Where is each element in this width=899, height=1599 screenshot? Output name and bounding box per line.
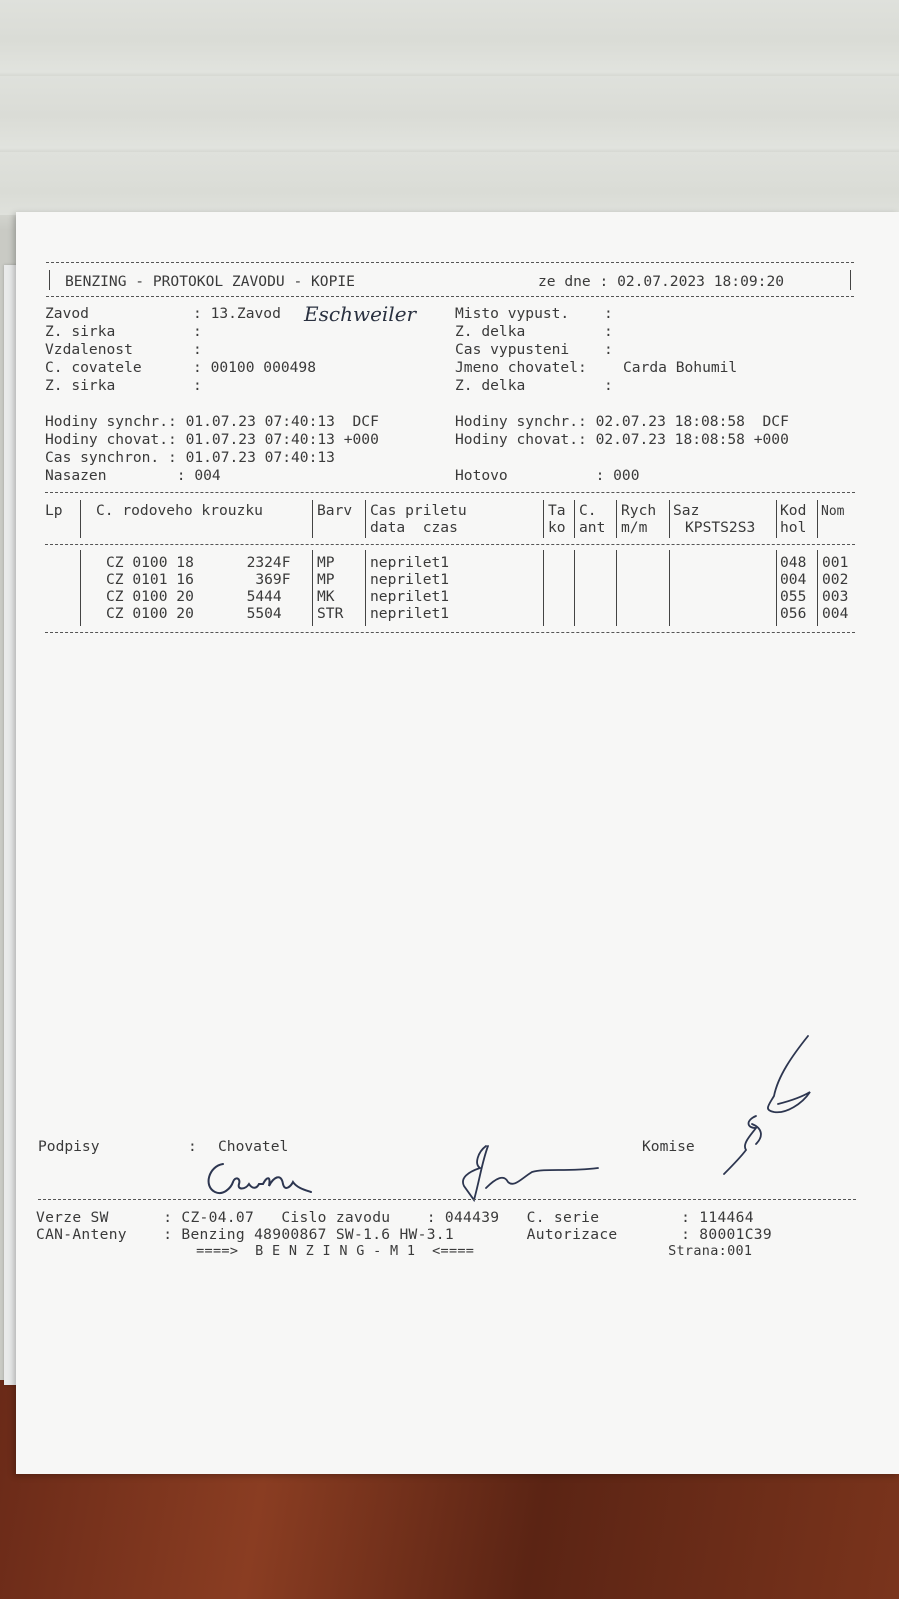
col-sep [80, 500, 81, 538]
col-sep [312, 550, 313, 626]
col-sep [365, 550, 366, 626]
footer-line-2: CAN-Anteny : Benzing 48900867 SW-1.6 HW-3.1 Autorizace : 80001C39 [36, 1226, 772, 1243]
table-cell-nom: 001 [822, 554, 849, 571]
handwritten-place-name: Eschweiler [304, 302, 417, 326]
table-cell-nom: 003 [822, 588, 849, 605]
col-header-ta: Ta [548, 502, 566, 519]
header-left-bar [49, 270, 50, 290]
col-sep [574, 550, 575, 626]
col-header-color: Barv [317, 502, 353, 519]
info-label: Vzdalenost [45, 341, 133, 358]
table-cell-arrival: neprilet1 [370, 588, 450, 605]
col-sep [616, 500, 617, 538]
col-header-ring: C. rodoveho krouzku [96, 502, 263, 519]
footer-line-3: ====> B E N Z I N G - M 1 <==== Strana:001 [36, 1243, 753, 1259]
col-sep [312, 500, 313, 538]
table-cell-code: 056 [780, 605, 807, 622]
table-cell-ring: CZ 0100 20 5444 [106, 588, 282, 605]
footer-rule [38, 1199, 856, 1200]
signatures-label: Podpisy [38, 1138, 100, 1155]
committee-signature-2 [716, 1032, 826, 1182]
col-sep [669, 500, 670, 538]
info-label: Cas vypusteni [455, 341, 570, 358]
info-label: Z. delka [455, 323, 526, 340]
info-value: : [193, 341, 202, 358]
col-header-ta-sub: ko [548, 519, 566, 536]
info-label: Z. delka [455, 377, 526, 394]
col-sep [817, 550, 818, 626]
info-value: : [193, 323, 202, 340]
col-sep [574, 500, 575, 538]
table-header-rule [45, 544, 855, 545]
protocol-title: BENZING - PROTOKOL ZAVODU - KOPIE [65, 273, 355, 290]
col-header-code: Kod [780, 502, 807, 519]
col-sep [669, 550, 670, 626]
col-header-c-sub: ant [579, 519, 606, 536]
info-value: : [193, 377, 202, 394]
table-cell-arrival: neprilet1 [370, 554, 450, 571]
wooden-board-background [0, 0, 899, 215]
sync-row: Cas synchron. : 01.07.23 07:40:13 [45, 449, 335, 466]
table-cell-arrival: neprilet1 [370, 605, 450, 622]
col-header-speed-sub: m/m [621, 519, 648, 536]
committee-label: Komise [642, 1138, 695, 1155]
protocol-date: ze dne : 02.07.2023 18:09:20 [538, 273, 785, 290]
info-label: Misto vypust. [455, 305, 570, 322]
table-cell-code: 055 [780, 588, 807, 605]
info-value: : [604, 341, 613, 358]
info-value: Carda Bohumil [623, 359, 738, 376]
table-cell-nom: 004 [822, 605, 849, 622]
breeder-signature [201, 1156, 321, 1198]
col-header-speed: Rych [621, 502, 657, 519]
table-cell-code: 004 [780, 571, 807, 588]
sync-row: Hodiny synchr.: 02.07.23 18:08:58 DCF [455, 413, 789, 430]
table-cell-code: 048 [780, 554, 807, 571]
table-top-rule [45, 492, 855, 493]
info-label: Z. sirka [45, 323, 116, 340]
table-cell-color: MP [317, 554, 335, 571]
col-header-lp: Lp [45, 502, 63, 519]
col-header-bet: Saz [673, 502, 700, 519]
protocol-sheet [16, 212, 899, 1474]
table-cell-ring: CZ 0100 20 5504 [106, 605, 282, 622]
sync-row: Hodiny synchr.: 01.07.23 07:40:13 DCF [45, 413, 379, 430]
col-sep [365, 500, 366, 538]
signatures-colon: : [188, 1138, 197, 1155]
table-bottom-rule [45, 632, 855, 633]
sync-row: Hodiny chovat.: 01.07.23 07:40:13 +000 [45, 431, 379, 448]
info-value: : [604, 323, 613, 340]
header-top-rule [46, 262, 854, 263]
table-cell-ring: CZ 0100 18 2324F [106, 554, 291, 571]
header-bottom-rule [46, 296, 854, 297]
col-sep [616, 550, 617, 626]
col-header-arrival: Cas priletu [370, 502, 467, 519]
committee-signature-1 [456, 1138, 606, 1208]
col-sep [543, 500, 544, 538]
info-value: : [604, 305, 613, 322]
info-value: : 13.Zavod [193, 305, 281, 322]
col-sep [776, 500, 777, 538]
breeder-label: Chovatel [218, 1138, 289, 1155]
table-cell-color: STR [317, 605, 344, 622]
col-header-nom: Nom [821, 504, 845, 519]
footer-line-1: Verze SW : CZ-04.07 Cislo zavodu : 044439 C. serie : 114464 [36, 1209, 754, 1226]
sync-row: Hotovo : 000 [455, 467, 640, 484]
col-header-arrival-sub: data czas [370, 519, 458, 536]
header-right-bar [850, 270, 851, 290]
table-cell-ring: CZ 0101 16 369F [106, 571, 291, 588]
col-header-code-sub: hol [780, 519, 807, 536]
table-cell-color: MP [317, 571, 335, 588]
col-sep [776, 550, 777, 626]
col-sep [543, 550, 544, 626]
info-label: Zavod [45, 305, 89, 322]
sync-row: Hodiny chovat.: 02.07.23 18:08:58 +000 [455, 431, 789, 448]
info-label: Z. sirka [45, 377, 116, 394]
info-label: C. covatele [45, 359, 142, 376]
col-header-bet-sub: KPSTS2S3 [685, 519, 756, 536]
sync-row: Nasazen : 004 [45, 467, 221, 484]
col-header-c: C. [579, 502, 597, 519]
table-cell-arrival: neprilet1 [370, 571, 450, 588]
info-label: Jmeno chovatel: [455, 359, 587, 376]
info-value: : [604, 377, 613, 394]
info-value: : 00100 000498 [193, 359, 317, 376]
col-sep [817, 500, 818, 538]
table-cell-nom: 002 [822, 571, 849, 588]
col-sep [80, 550, 81, 626]
table-cell-color: MK [317, 588, 335, 605]
